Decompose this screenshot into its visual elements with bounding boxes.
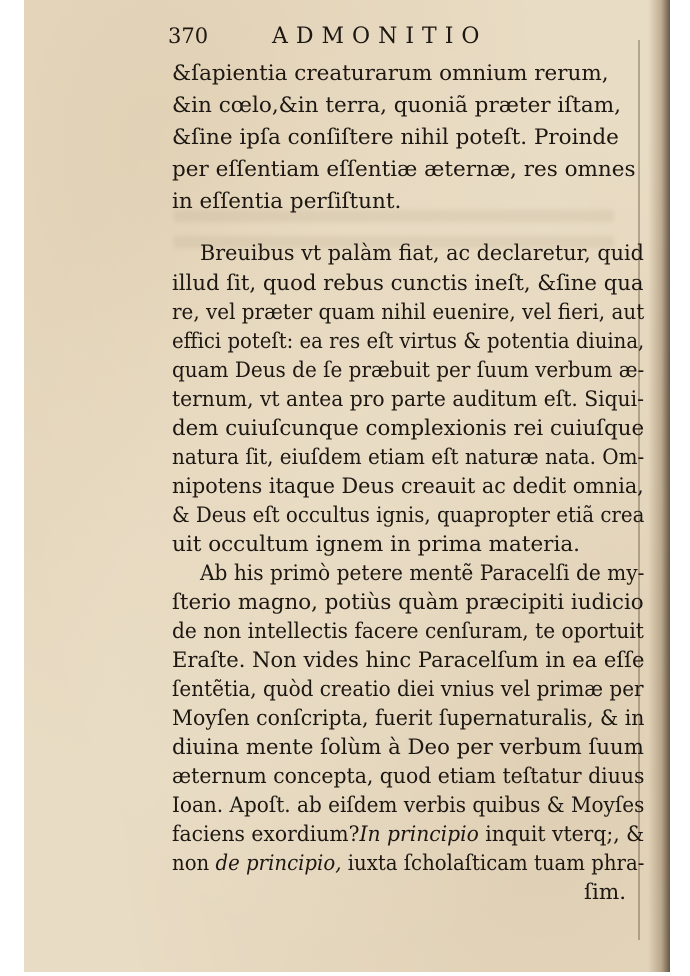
text-line: in eſſentia perſiſtunt. [172,189,402,214]
italic-quote: In principio [359,822,479,847]
text-line [172,821,644,851]
page-number: 370 [168,24,209,48]
text-line: Eraſte. Non vides hinc Paracelſum in ea eſſe [172,648,645,673]
text-line: effici poteſt: ea res eſt virtus & potentia diuina, [172,329,645,354]
gutter-shadow [648,0,670,972]
running-title: ADMONITIO [272,24,488,49]
running-head [168,24,568,58]
text-line: de non intellectis facere cenſuram, te oportuit [172,619,644,644]
text-line: Breuibus vt palàm fiat, ac declaretur, quid [200,241,644,266]
text-line: diuina mente ſolùm à Deo per verbum ſuum [172,735,644,760]
text-segment: faciens exordium? [172,822,360,847]
text-line: re, vel præter quam nihil euenire, vel fieri, aut [172,300,645,325]
text-line: Moyſen conſcripta, fuerit ſupernaturalis, & in [172,706,645,731]
text-line: ſterio magno, potiùs quàm præcipiti iudicio [172,590,644,615]
text-line: quam Deus de ſe præbuit per ſuum verbum æ- [172,358,645,383]
italic-quote: de principio, [215,851,342,876]
text-segment: iuxta ſcholaſticam tuam phra- [341,851,645,876]
text-line: &in cœlo,&in terra, quoniã præter iſtam, [172,93,621,118]
text-segment: non [172,851,216,876]
text-line: dem cuiuſcunque complexionis rei cuiuſque [172,416,645,441]
text-line: uit occultum ignem in prima materia. [172,532,580,557]
text-line: illud ſit, quod rebus cunctis ineſt, &ſine qua [172,271,644,296]
text-line: per eſſentiam eſſentiæ æternæ, res omnes [172,157,636,182]
text-line: ternum, vt antea pro parte auditum eſt. Siqui- [172,387,644,412]
text-line: &ſine ipſa conſiſtere nihil poteſt. Proinde [172,125,619,150]
text-line: ſentẽtia, quòd creatio diei vnius vel primæ per [172,677,644,702]
text-line: æternum concepta, quod etiam teſtatur diuus [172,764,645,789]
text-line: & Deus eſt occultus ignis, quapropter etiã crea [172,503,645,528]
text-line: Ab his primò petere mentẽ Paracelſi de my- [200,561,645,586]
text-line: Ioan. Apoſt. ab eiſdem verbis quibus & Moyſes [172,793,645,818]
text-line: &ſapientia creaturarum omnium rerum, [172,61,609,86]
text-line: natura ſit, eiuſdem etiam eſt naturæ nata. Om- [172,445,645,470]
text-segment: inquit vterq;, & [478,822,645,847]
text-line: ſim. [584,880,627,905]
text-line: nipotens itaque Deus creauit ac dedit omnia, [172,474,644,499]
text-line [172,850,644,880]
